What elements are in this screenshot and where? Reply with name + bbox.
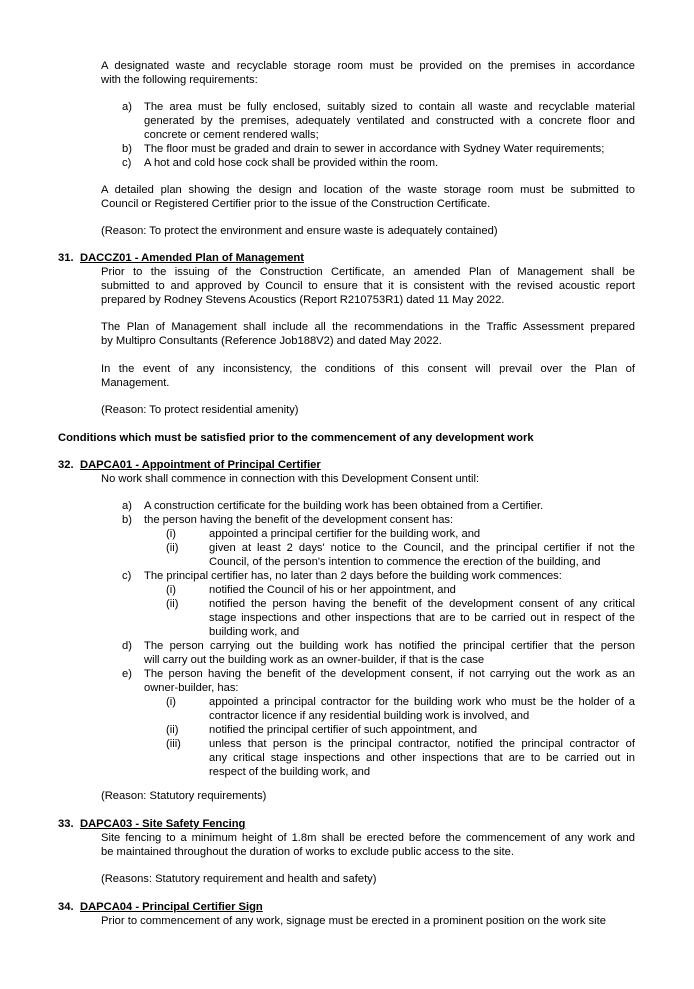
paragraph-line: No work shall commence in connection with this Development Consent until:	[101, 473, 480, 485]
list-item-line: will carry out the building work as an owner-builder, if that is the case	[144, 654, 485, 666]
list-item-line: the person having the benefit of the development consent has:	[144, 514, 454, 526]
paragraph-line: with the following requirements:	[101, 74, 258, 86]
list-item-line: owner-builder, has:	[144, 682, 239, 694]
condition-heading: DAPCA03 - Site Safety Fencing	[80, 818, 246, 830]
condition-number: 31.	[58, 252, 74, 264]
paragraph-line: The Plan of Management shall include all the recommendations in the Traffic Assessment prepared	[101, 321, 635, 333]
sublist-item-line: Council, of the person's intention to commence the erection of the building, and	[209, 556, 601, 568]
sublist-marker: (i)	[166, 528, 176, 540]
reason-text: (Reasons: Statutory requirement and health and safety)	[101, 873, 377, 885]
sublist-item-line: given at least 2 days' notice to the Council, and the principal certifier if not the	[209, 542, 635, 554]
list-item-line: The principal certifier has, no later than 2 days before the building work commences:	[144, 570, 562, 582]
paragraph-line: In the event of any inconsistency, the conditions of this consent will prevail over the Plan of	[101, 363, 635, 375]
list-item-line: concrete or cement rendered walls;	[144, 129, 319, 141]
list-item-line: The person having the benefit of the development consent, if not carrying out the work as an	[144, 668, 635, 680]
sublist-item-line: stage inspections and other inspections that are to be carried out in respect of the	[209, 612, 635, 624]
sublist-item-line: unless that person is the principal contractor, notified the principal contractor of	[209, 738, 635, 750]
reason-text: (Reason: To protect the environment and ensure waste is adequately contained)	[101, 225, 498, 237]
sublist-marker: (iii)	[166, 738, 181, 750]
paragraph-line: Management.	[101, 377, 170, 389]
sublist-item-line: notified the Council of his or her appointment, and	[209, 584, 456, 596]
condition-heading: DACCZ01 - Amended Plan of Management	[80, 252, 304, 264]
sublist-marker: (i)	[166, 584, 176, 596]
list-item-line: A hot and cold hose cock shall be provided within the room.	[144, 157, 439, 169]
list-item-line: The floor must be graded and drain to sewer in accordance with Sydney Water requirements;	[144, 143, 605, 155]
sublist-item-line: notified the person having the benefit of the development consent of any critical	[209, 598, 635, 610]
list-marker: e)	[122, 668, 132, 680]
paragraph-line: A detailed plan showing the design and location of the waste storage room must be submitted to	[101, 184, 635, 196]
sublist-marker: (i)	[166, 696, 176, 708]
list-item-line: generated by the premises, adequately ventilated and constructed with a concrete floor and	[144, 115, 635, 127]
reason-text: (Reason: To protect residential amenity)	[101, 404, 299, 416]
condition-number: 34.	[58, 901, 74, 913]
condition-number: 33.	[58, 818, 74, 830]
sublist-item-line: respect of the building work, and	[209, 766, 371, 778]
section-heading: Conditions which must be satisfied prior to the commencement of any development work	[58, 432, 534, 444]
sublist-item-line: contractor licence if any residential building work is involved, and	[209, 710, 530, 722]
paragraph-line: prepared by Rodney Stevens Acoustics (Report R210753R1) dated 11 May 2022.	[101, 294, 505, 306]
list-marker: c)	[122, 570, 132, 582]
paragraph-line: Prior to the issuing of the Construction Certificate, an amended Plan of Management shall be	[101, 266, 635, 278]
sublist-item-line: appointed a principal contractor for the building work who must be the holder of a	[209, 696, 635, 708]
list-marker: a)	[122, 101, 132, 113]
sublist-marker: (ii)	[166, 542, 179, 554]
paragraph-line: Council or Registered Certifier prior to the issue of the Construction Certificate.	[101, 198, 491, 210]
paragraph-line: Site fencing to a minimum height of 1.8m shall be erected before the commencement of any work and	[101, 832, 635, 844]
list-item-line: The area must be fully enclosed, suitably sized to contain all waste and recyclable material	[144, 101, 635, 113]
paragraph-line: be maintained throughout the duration of works to exclude public access to the site.	[101, 846, 514, 858]
condition-heading: DAPCA04 - Principal Certifier Sign	[80, 901, 263, 913]
sublist-marker: (ii)	[166, 598, 179, 610]
sublist-marker: (ii)	[166, 724, 179, 736]
list-marker: d)	[122, 640, 132, 652]
paragraph-line: submitted to and approved by Council to ensure that it is consistent with the revised acoustic report	[101, 280, 635, 292]
paragraph-line: A designated waste and recyclable storage room must be provided on the premises in accordance	[101, 60, 635, 72]
sublist-item-line: notified the principal certifier of such appointment, and	[209, 724, 478, 736]
sublist-item-line: building work, and	[209, 626, 300, 638]
list-item-line: A construction certificate for the building work has been obtained from a Certifier.	[144, 500, 544, 512]
reason-text: (Reason: Statutory requirements)	[101, 790, 267, 802]
list-marker: b)	[122, 143, 132, 155]
paragraph-line: Prior to commencement of any work, signage must be erected in a prominent position on the work site	[101, 915, 606, 927]
sublist-item-line: appointed a principal certifier for the building work, and	[209, 528, 481, 540]
list-item-line: The person carrying out the building work has notified the principal certifier that the person	[144, 640, 635, 652]
sublist-item-line: any critical stage inspections and other inspections that are to be carried out in	[209, 752, 635, 764]
condition-number: 32.	[58, 459, 74, 471]
paragraph-line: by Multipro Consultants (Reference Job188V2) and dated May 2022.	[101, 335, 442, 347]
list-marker: c)	[122, 157, 132, 169]
condition-heading: DAPCA01 - Appointment of Principal Certifier	[80, 459, 321, 471]
list-marker: b)	[122, 514, 132, 526]
list-marker: a)	[122, 500, 132, 512]
